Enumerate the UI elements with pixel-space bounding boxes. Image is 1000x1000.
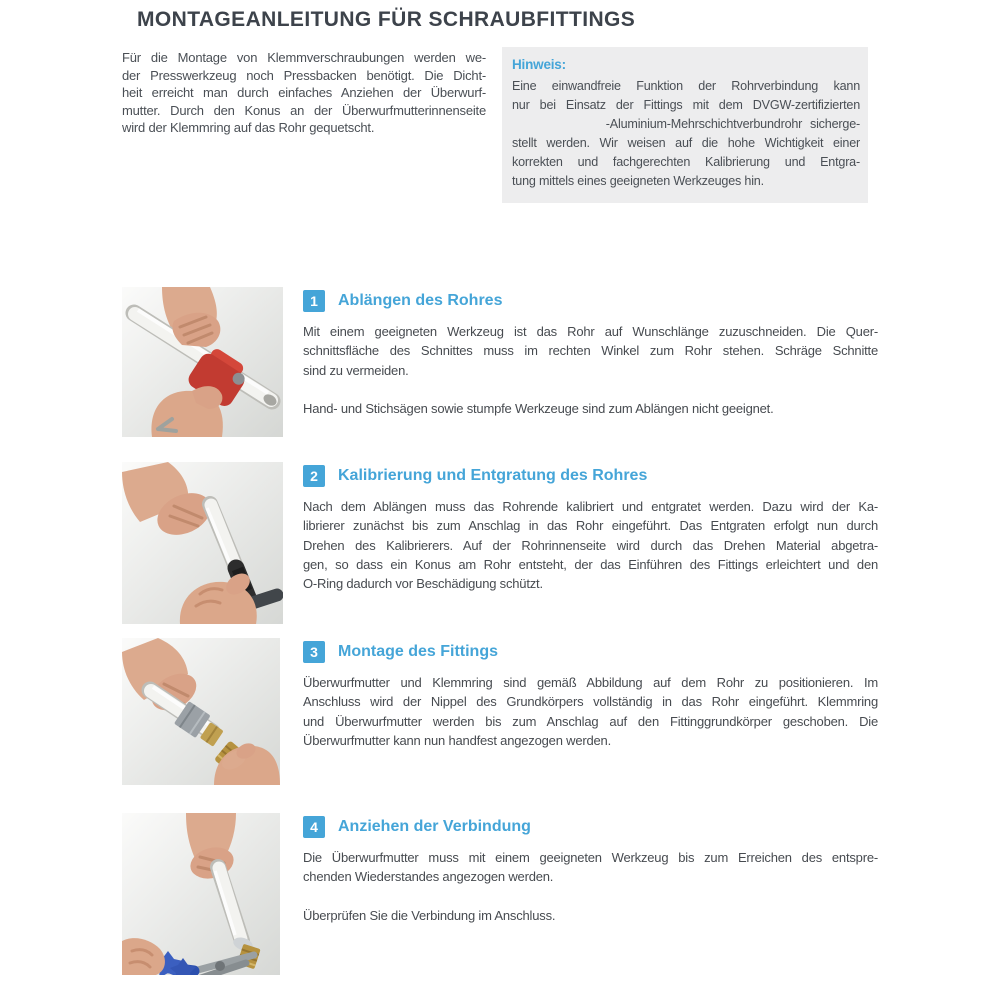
step-1-header	[303, 290, 878, 312]
step-4-number-badge: 4	[303, 816, 325, 838]
pipe-cutter-photo-illustration	[122, 287, 283, 437]
text-line: mutter. Durch den Konus an der Überwurfmutterinnenseite	[122, 102, 486, 118]
text-line: Überwurfmutter und Klemmring sind gemäß Abbildung auf dem Rohr zu positionieren. Im	[303, 675, 878, 690]
calibration-tool-photo-illustration	[122, 462, 283, 624]
text-line: Überwurfmutter kann nun handfest angezogen werden.	[303, 732, 611, 748]
step-3-number-badge: 3	[303, 641, 325, 663]
text-line: Mit einem geeigneten Werkzeug ist das Rohr auf Wunschlänge zuzuschneiden. Die Quer-	[303, 324, 878, 339]
intro-paragraph	[122, 49, 486, 137]
text-line: nur bei Einsatz der Fittings mit dem DVGW-zertifizierten	[512, 98, 860, 112]
step-1-title: Ablängen des Rohres	[338, 292, 503, 309]
step-4-header	[303, 816, 878, 838]
hinweis-box	[502, 47, 868, 203]
page-title: MONTAGEANLEITUNG FÜR SCHRAUBFITTINGS	[137, 8, 636, 31]
fitting-assembly-photo-illustration	[122, 638, 280, 785]
step-2-title: Kalibrierung und Entgratung des Rohres	[338, 467, 648, 484]
text-line: librierer zunächst bis zum Anschlag in das Rohr eingeführt. Das Entgraten erfolgt nun durch	[303, 518, 878, 534]
step-4-paragraph-2	[303, 906, 878, 925]
text-line: Nach dem Ablängen muss das Rohrende kalibriert und entgratet werden. Dazu wird der Ka-	[303, 499, 878, 514]
text-line: tung mittels eines geeigneten Werkzeuges hin.	[512, 174, 764, 188]
text-line: Hand- und Stichsägen sowie stumpfe Werkzeuge sind zum Ablängen nicht geeignet.	[303, 400, 774, 416]
text-line: stellt werden. Wir weisen auf die hohe Wichtigkeit einer	[512, 136, 860, 150]
step-4-body	[303, 816, 878, 944]
step-2-body	[303, 465, 878, 612]
step-1-body	[303, 290, 878, 437]
text-line: Die Überwurfmutter muss mit einem geeigneten Werkzeug bis zum Erreichen des entspre-	[303, 850, 878, 865]
step-4-photo	[122, 813, 280, 975]
step-2-number-badge: 2	[303, 465, 325, 487]
text-line: Eine einwandfreie Funktion der Rohrverbindung kann	[512, 79, 860, 93]
step-2-header	[303, 465, 878, 487]
text-line: Für die Montage von Klemmverschraubungen werden we-	[122, 50, 486, 65]
step-3-photo	[122, 638, 280, 785]
step-3-title: Montage des Fittings	[338, 643, 498, 660]
step-1-paragraph-2	[303, 399, 878, 418]
step-4-paragraph-1	[303, 848, 878, 887]
hinweis-label: Hinweis:	[512, 57, 566, 72]
step-2-photo	[122, 462, 283, 624]
text-line: chenden Wiederstandes angezogen werden.	[303, 869, 554, 885]
text-line: Überprüfen Sie die Verbindung im Anschluss.	[303, 907, 556, 923]
text-line: sind zu vermeiden.	[303, 362, 409, 378]
text-line: heit erreicht man durch einfaches Anziehen der Überwurf-	[122, 85, 486, 101]
text-line: der Presswerkzeug noch Pressbacken benötigt. Die Dicht-	[122, 67, 486, 83]
step-3-body	[303, 641, 878, 769]
text-line: O-Ring dadurch vor Beschädigung schützt.	[303, 576, 543, 592]
step-1-number-badge: 1	[303, 290, 325, 312]
text-line: -Aluminium-Mehrschichtverbundrohr sicherge-	[512, 117, 860, 131]
hinweis-body	[512, 77, 860, 191]
step-1-paragraph-1	[303, 322, 878, 380]
text-line: wird der Klemmring auf das Rohr gequetscht.	[122, 120, 375, 136]
text-line: korrekten und fachgerechten Kalibrierung und Entgra-	[512, 155, 860, 169]
step-3-header	[303, 641, 878, 663]
text-line: Anschluss wird der Nippel des Grundkörpers vollständig in das Rohr eingeführt. Klemmring	[303, 694, 878, 710]
step-4-title: Anziehen der Verbindung	[338, 818, 531, 835]
text-line: Drehen des Kalibrierers. Auf der Rohrinnenseite wird durch das Drehen Material abgetra-	[303, 537, 878, 553]
pliers-tightening-photo-illustration	[122, 813, 280, 975]
text-line: gen, so dass ein Konus am Rohr entsteht, der das Einführen des Fittings erleichtert und den	[303, 556, 878, 572]
step-3-paragraph-1	[303, 673, 878, 750]
text-line: und Überwurfmutter werden bis zum Anschlag auf den Fittinggrundkörper geschoben. Die	[303, 713, 878, 729]
text-line: schnittsfläche des Schnittes muss im rechten Winkel zum Rohr stehen. Schräge Schnitte	[303, 343, 878, 359]
step-2-paragraph-1	[303, 497, 878, 593]
step-1-photo	[122, 287, 283, 437]
